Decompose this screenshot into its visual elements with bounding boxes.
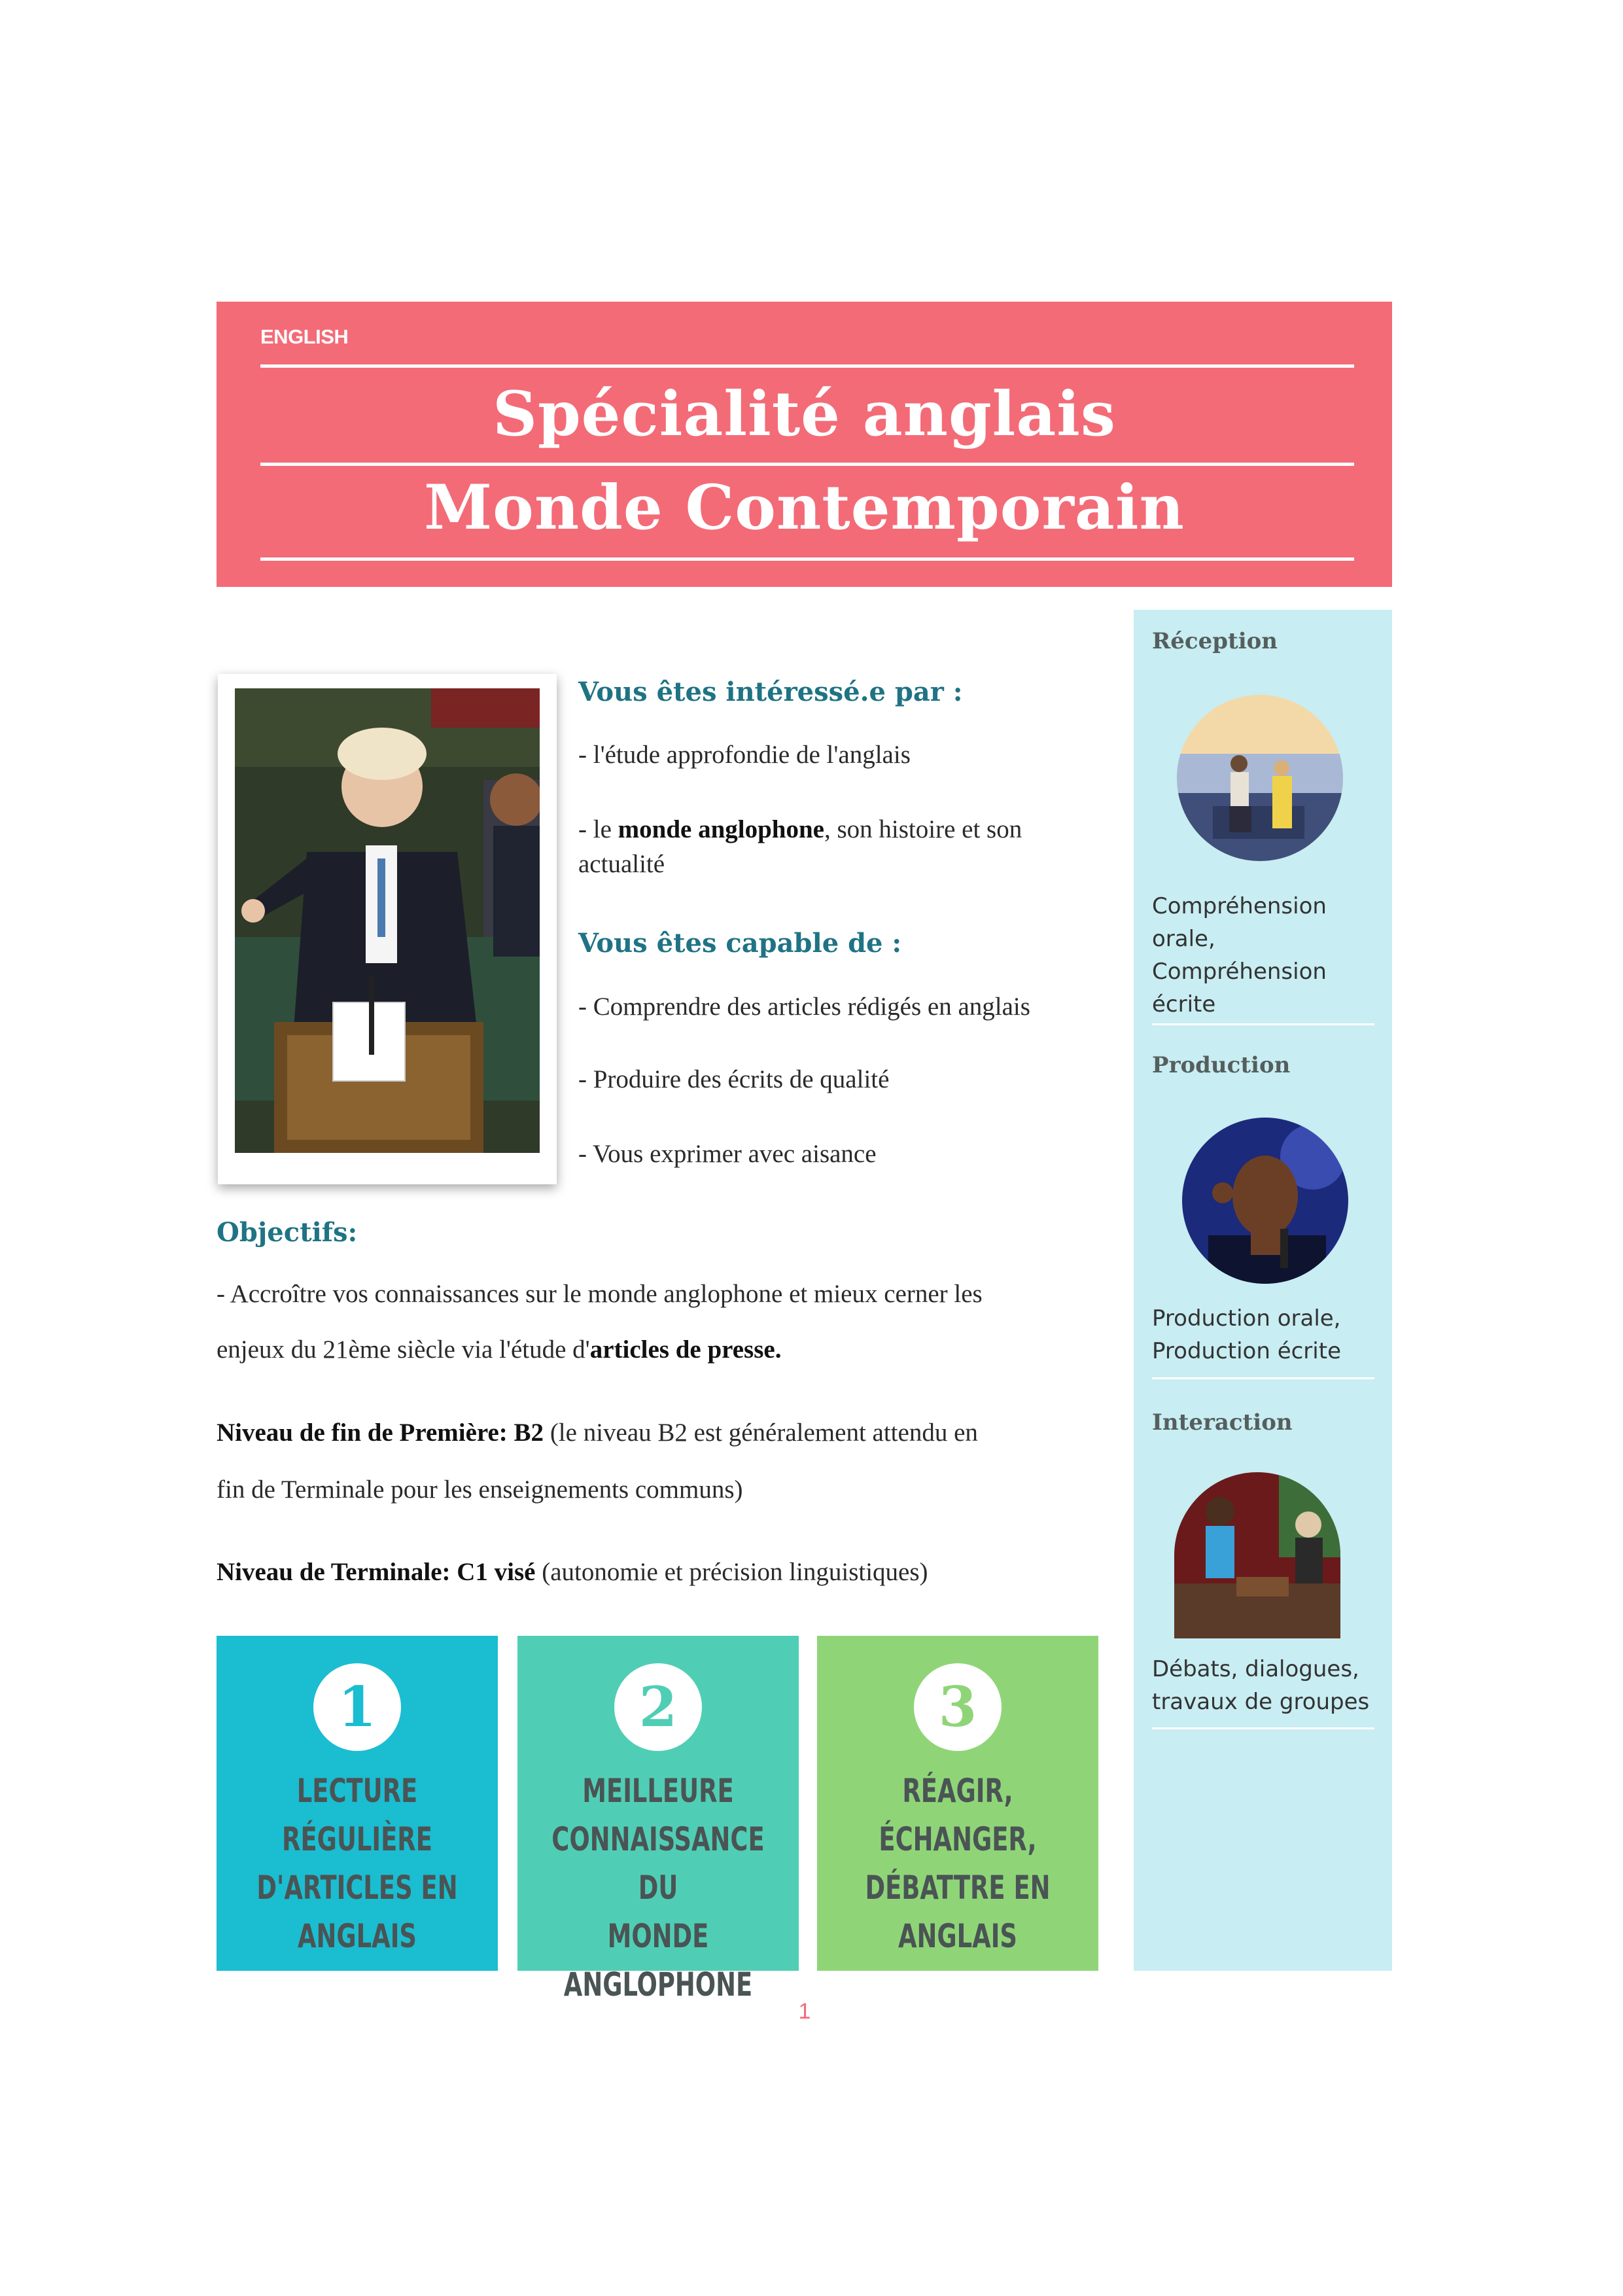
capable-heading: Vous êtes capable de : xyxy=(578,928,902,959)
capable-item: - Produire des écrits de qualité xyxy=(578,1065,890,1093)
goal-line: ANGLAIS xyxy=(297,1917,417,1955)
reception-description xyxy=(1152,890,1374,1021)
level-terminale xyxy=(217,1557,928,1587)
capable-item: - Comprendre des articles rédigés en anglais xyxy=(578,993,1030,1021)
goal-text xyxy=(548,1767,768,2009)
description-line: travaux de groupes xyxy=(1152,1689,1370,1715)
page-title-line1: Spécialité anglais xyxy=(493,378,1116,450)
level-premiere xyxy=(217,1418,978,1447)
sidebar-heading-production: Production xyxy=(1152,1052,1291,1078)
goal-line: ANGLAIS xyxy=(898,1917,1018,1955)
text-span: - le xyxy=(578,815,618,843)
description-line: Compréhension xyxy=(1152,959,1327,985)
divider xyxy=(260,463,1354,466)
description-line: Production orale, xyxy=(1152,1305,1341,1332)
goal-line: MONDE xyxy=(607,1917,709,1955)
description-line: Compréhension xyxy=(1152,893,1327,919)
divider xyxy=(1152,1023,1374,1025)
goal-line: DÉBATTRE EN xyxy=(865,1869,1051,1907)
description-line: écrite xyxy=(1152,991,1216,1017)
number-badge: 2 xyxy=(614,1663,702,1751)
goal-line: ANGLOPHONE xyxy=(563,1966,753,2004)
description-line: Production écrite xyxy=(1152,1338,1341,1364)
divider xyxy=(260,364,1354,368)
goal-line: MEILLEURE xyxy=(582,1772,734,1810)
bold-text: Niveau de Terminale: C1 visé xyxy=(217,1558,536,1586)
capable-item: - Vous exprimer avec aisance xyxy=(578,1140,877,1168)
production-description xyxy=(1152,1302,1374,1368)
text-span: enjeux du 21ème siècle via l'étude d' xyxy=(217,1335,590,1364)
header-banner xyxy=(217,302,1392,587)
skills-sidebar xyxy=(1134,610,1392,1971)
interests-heading: Vous êtes intéressé.e par : xyxy=(578,677,963,707)
page-number: 1 xyxy=(798,1999,811,2024)
reception-image xyxy=(1177,695,1343,861)
parliament-photo xyxy=(218,674,557,1184)
interaction-image xyxy=(1174,1472,1340,1638)
objective-line: - Accroître vos connaissances sur le monde anglophone et mieux cerner les xyxy=(217,1280,983,1308)
number-badge: 1 xyxy=(313,1663,401,1751)
sidebar-heading-interaction: Interaction xyxy=(1152,1409,1293,1436)
subject-tag: ENGLISH xyxy=(260,325,349,348)
goal-text xyxy=(848,1767,1068,1960)
sidebar-heading-reception: Réception xyxy=(1152,628,1278,654)
divider xyxy=(1152,1727,1374,1729)
text-span: (autonomie et précision linguistiques) xyxy=(535,1558,928,1586)
objective-line xyxy=(217,1335,781,1364)
level-premiere-continued: fin de Terminale pour les enseignements communs) xyxy=(217,1475,743,1504)
divider xyxy=(1152,1377,1374,1379)
interaction-description xyxy=(1152,1653,1374,1718)
number-badge: 3 xyxy=(914,1663,1002,1751)
goal-text xyxy=(247,1767,467,1960)
goal-line: D'ARTICLES EN xyxy=(256,1869,458,1907)
goal-line: CONNAISSANCE DU xyxy=(551,1820,765,1907)
divider xyxy=(260,557,1354,561)
text-span: , son histoire et son xyxy=(824,815,1022,843)
goal-line: RÉAGIR, ÉCHANGER, xyxy=(879,1772,1037,1858)
text-span: (le niveau B2 est généralement attendu en xyxy=(544,1419,978,1447)
production-image xyxy=(1182,1118,1348,1284)
goal-line: LECTURE RÉGULIÈRE xyxy=(282,1772,432,1858)
interest-item xyxy=(578,815,1022,844)
description-line: orale, xyxy=(1152,926,1215,952)
interest-item-continued: actualité xyxy=(578,850,665,878)
interest-item: - l'étude approfondie de l'anglais xyxy=(578,741,911,769)
bold-text: monde anglophone xyxy=(618,815,824,843)
description-line: Débats, dialogues, xyxy=(1152,1656,1359,1682)
page-title-line2: Monde Contemporain xyxy=(424,472,1185,544)
bold-text: articles de presse. xyxy=(589,1335,782,1364)
goal-box-2 xyxy=(517,1636,799,2004)
goal-box-3 xyxy=(817,1636,1098,1971)
objectives-heading: Objectifs: xyxy=(217,1217,358,1248)
goal-box-1 xyxy=(217,1636,498,1971)
bold-text: Niveau de fin de Première: B2 xyxy=(217,1419,544,1447)
